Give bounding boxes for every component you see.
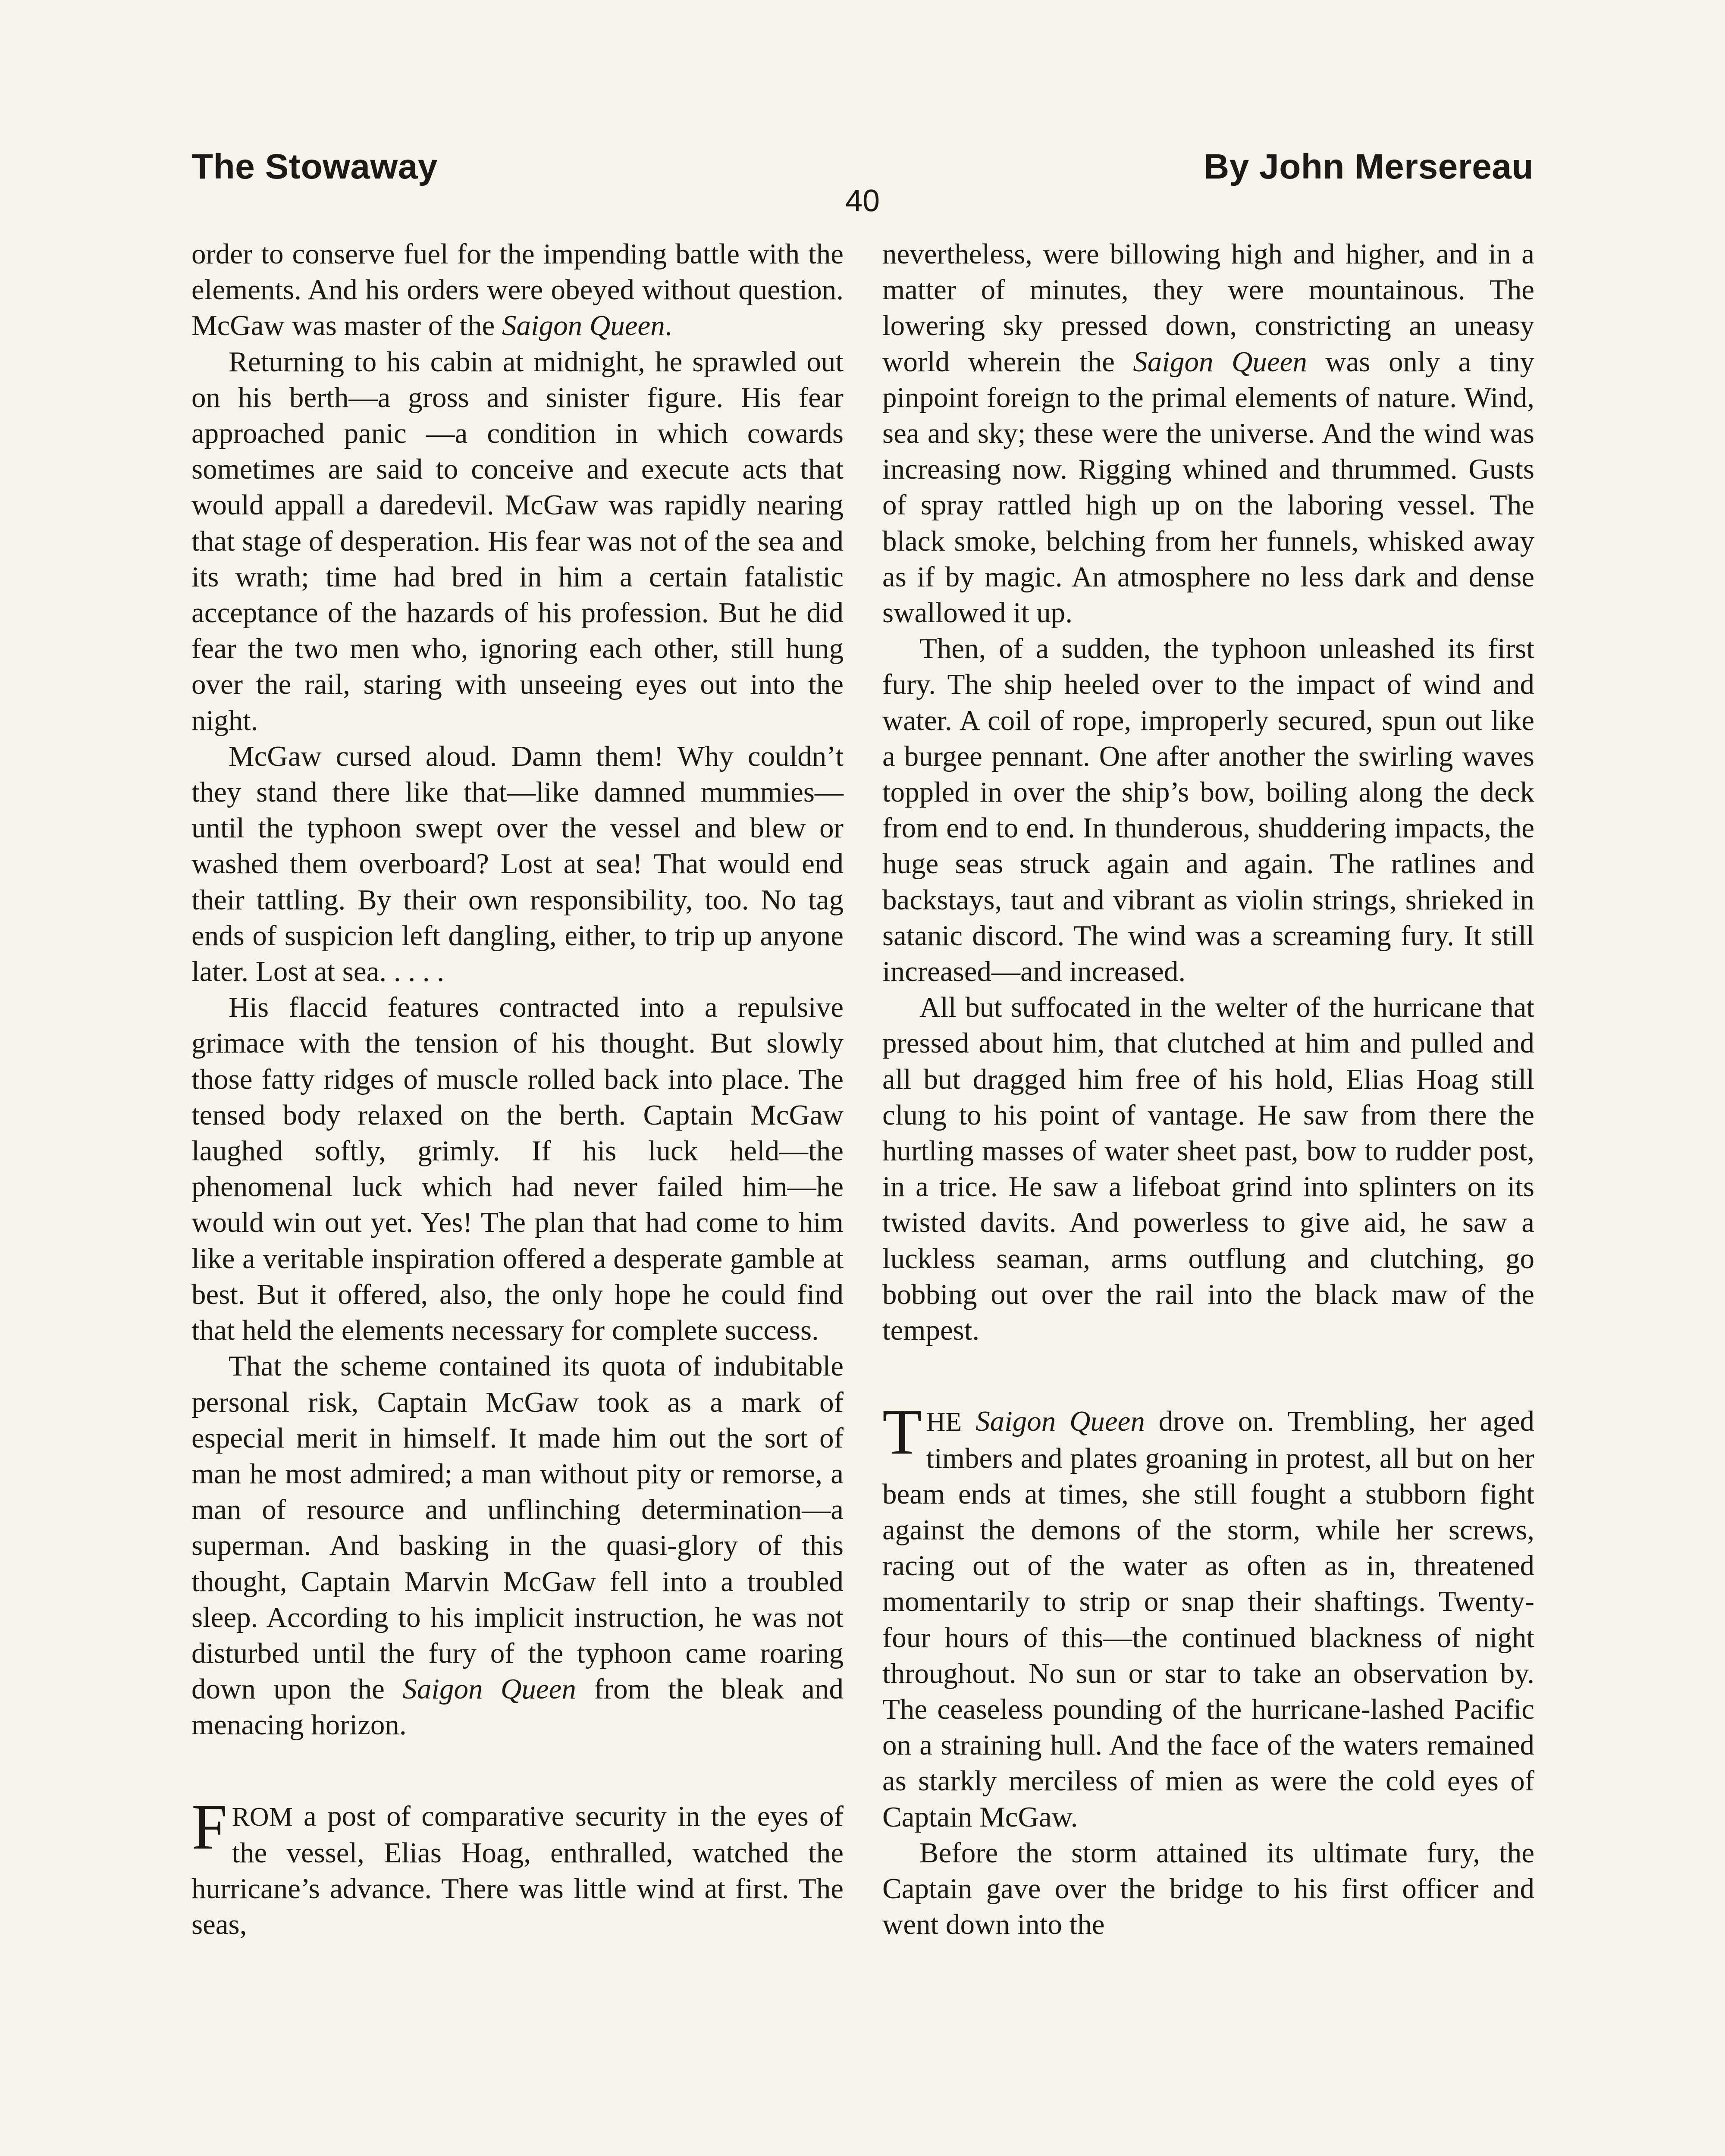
page-header: [191, 147, 1534, 187]
paragraph: All but suffocated in the welter of the hurricane that pressed about him, that clutched at him and pulled and all but dragged him free of his hold, Elias Hoag still clung to his point of vantage. He saw from there the hurtling masses of water sheet past, bow to rudder post, in a trice. He saw a lifeboat grind into splinters on its twisted davits. And powerless to give aid, he saw a luckless seaman, arms outflung and clutching, go bobbing out over the rail into the black maw of the tempest.: [882, 991, 1534, 1347]
section-paragraph: THE Saigon Queen drove on. Trembling, her aged timbers and plates groaning in protest, all but on her beam ends at times, she still fought a stubborn fight against the demons of the storm, while her screws, racing out of the water as often as in, threatened momentarily to strip or snap their shaftings. Twenty-four hours of this—the continued blackness of night throughout. No sun or star to take an observation by. The ceaseless pounding of the hurricane-lashed Pacific on a straining hull. And the face of the waters remained as starkly merciless of mien as were the cold eyes of Captain McGaw.: [882, 1396, 1535, 1833]
story-title: The Stowaway: [191, 147, 438, 186]
paragraph: McGaw cursed aloud. Damn them! Why couldn’t they stand there like that—like damned mummies—until the typhoon swept over the vessel and blew or washed them overboard? Lost at sea! That would end their tattling. By their own responsibility, too. No tag ends of suspicion left dangling, either, to trip up anyone later. Lost at sea. . . . .: [191, 740, 844, 988]
paragraph: order to conserve fuel for the impending battle with the elements. And his orders were obeyed without question. McGaw was master of the Saigon Queen.: [191, 238, 844, 342]
section-paragraph: FROM a post of comparative security in the eyes of the vessel, Elias Hoag, enthralled, watched the hurricane’s advance. There was little wind at first. The seas,: [191, 1791, 844, 1941]
paragraph: Then, of a sudden, the typhoon unleashed its first fury. The ship heeled over to the impact of wind and water. A coil of rope, improperly secured, spun out like a burgee pennant. One after another the swirling waves toppled in over the ship’s bow, boiling along the deck from end to end. In thunderous, shuddering impacts, the huge seas struck again and again. The ratlines and backstays, taut and vibrant as violin strings, shrieked in satanic discord. The wind was a screaming fury. It still increased—and increased.: [882, 633, 1534, 988]
drop-cap: F: [191, 1791, 228, 1863]
paragraph: That the scheme contained its quota of indubitable personal risk, Captain McGaw took as a mark of especial merit in himself. It made him out the sort of man he most admired; a man without pity or remorse, a man of resource and unflinching determination—a superman. And basking in the quasi-glory of this thought, Captain Marvin McGaw fell into a troubled sleep. According to his implicit instruction, he was not disturbed until the fury of the typhoon came roaring down upon the Saigon Queen from the bleak and menacing horizon.: [191, 1350, 844, 1741]
drop-cap: T: [882, 1396, 922, 1468]
paragraph: Before the storm attained its ultimate fury, the Captain gave over the bridge to his first officer and went down into the: [882, 1836, 1534, 1941]
author-byline: By John Mersereau: [1204, 147, 1534, 186]
paragraph: Returning to his cabin at midnight, he sprawled out on his berth—a gross and sinister figure. His fear approached panic —a condition in which cowards sometimes are said to conceive and execute acts that would appall a daredevil. McGaw was rapidly nearing that stage of desperation. His fear was not of the sea and its wrath; time had bred in him a certain fatalistic acceptance of the hazards of his profession. But he did fear the two men who, ignoring each other, still hung over the rail, staring with unseeing eyes out into the night.: [191, 345, 844, 736]
paragraph: His flaccid features contracted into a repulsive grimace with the tension of his thought. But slowly those fatty ridges of muscle rolled back into place. The tensed body relaxed on the berth. Captain McGaw laughed softly, grimly. If his luck held—the phenomenal luck which had never failed him—he would win out yet. Yes! The plan that had come to him like a veritable inspiration offered a desperate gamble at best. But it offered, also, the only hope he could find that held the elements necessary for complete success.: [191, 991, 844, 1347]
right-column: [882, 236, 1534, 1943]
paragraph: nevertheless, were billowing high and higher, and in a matter of minutes, they were mountainous. The lowering sky pressed down, constricting an uneasy world wherein the Saigon Queen was only a tiny pinpoint foreign to the primal elements of nature. Wind, sea and sky; these were the universe. And the wind was increasing now. Rigging whined and thrummed. Gusts of spray rattled high up on the laboring vessel. The black smoke, belching from her funnels, whisked away as if by magic. An atmosphere no less dark and dense swallowed it up.: [882, 238, 1534, 629]
left-column: [191, 236, 844, 1943]
page-number: 40: [845, 184, 880, 218]
